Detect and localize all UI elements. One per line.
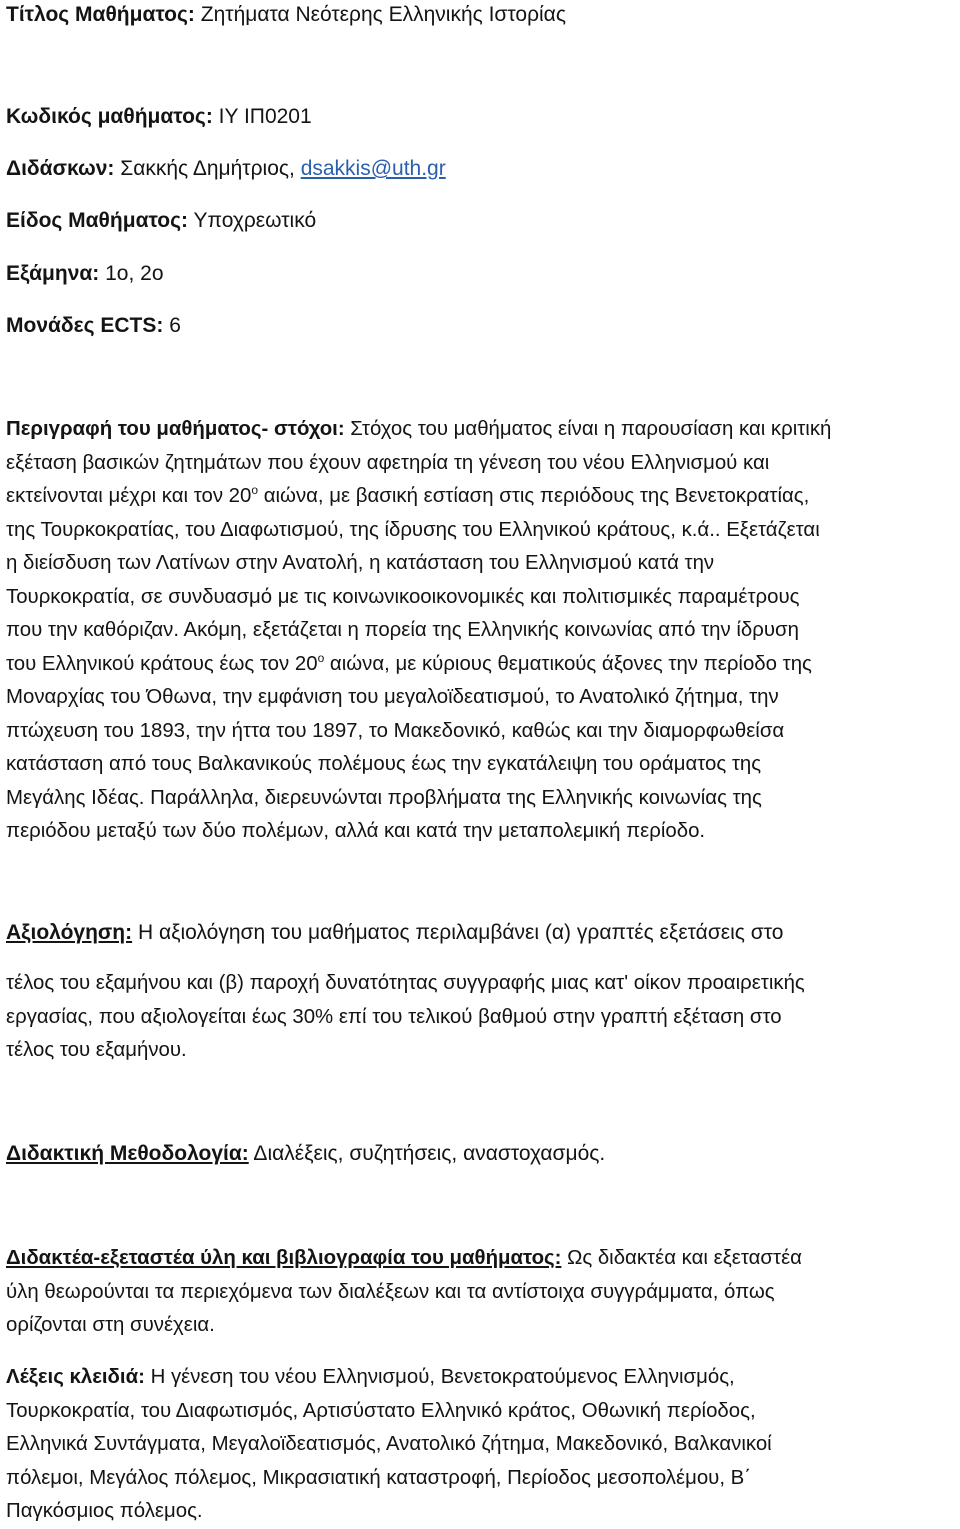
material-line: ύλη θεωρούνται τα περιεχόμενα των διαλέξεων και τα αντίστοιχα συγγράμματα, όπως (6, 1280, 775, 1303)
keywords-line: Τουρκοκρατία, του Διαφωτισμός, Αρτισύστατο Ελληνικό κράτος, Οθωνική περίοδος, (6, 1399, 756, 1422)
assessment-line: εργασίας, που αξιολογείται έως 30% επί του τελικού βαθμού στην γραπτή εξέταση στο (6, 1005, 782, 1028)
description-line: που την καθόριζαν. Ακόμη, εξετάζεται η πορεία της Ελληνικής κοινωνίας από την ίδρυση (6, 619, 799, 641)
assessment-line: τέλος του εξαμήνου. (6, 1039, 187, 1061)
description-line: κατάσταση από τους Βαλκανικούς πολέμους έως την εγκατάλειψη του οράματος της (6, 753, 762, 775)
description-line: Μοναρχίας του Όθωνα, την εμφάνιση του μεγαλοϊδεατισμού, το Ανατολικό ζήτημα, την (6, 686, 779, 708)
keywords-line: Ελληνικά Συντάγματα, Μεγαλοϊδεατισμός, Ανατολικό ζήτημα, Μακεδονικό, Βαλκανικοί (6, 1433, 772, 1455)
instructor-line (6, 152, 446, 186)
description-line: Περιγραφή του μαθήματος- στόχοι: Στόχος του μαθήματος είναι η παρουσίαση και κριτική (6, 418, 832, 440)
description-line: περιόδου μεταξύ των δύο πολέμων, αλλά και κατά την μεταπολεμική περίοδο. (6, 820, 706, 842)
description-line: Μεγάλης Ιδέας. Παράλληλα, διερευνώνται προβλήματα της Ελληνικής κοινωνίας της (6, 786, 762, 809)
methodology-value: Διαλέξεις, συζητήσεις, αναστοχασμός. (253, 1142, 606, 1165)
description-line: της Τουρκοκρατίας, του Διαφωτισμού, της ίδρυσης του Ελληνικού κράτους, κ.ά.. Εξετάζεται (6, 518, 820, 541)
course-type-label: Είδος Μαθήματος: (6, 209, 189, 232)
semesters-line (6, 257, 164, 291)
methodology-line (6, 1137, 605, 1171)
superscript: ο (317, 650, 325, 665)
keywords-line: Λέξεις κλειδιά: Η γένεση του νέου Ελληνισμού, Βενετοκρατούμενος Ελληνισμός, (6, 1366, 735, 1388)
assessment-section (6, 967, 954, 1068)
material-line: ορίζονται στη συνέχεια. (6, 1314, 215, 1336)
description-section (6, 413, 954, 849)
semesters-value: 1ο, 2ο (105, 262, 164, 285)
superscript: ο (251, 483, 259, 498)
description-line: Τουρκοκρατία, σε συνδυασμό με τις κοινωνικοοικονομικές και πολιτισμικές παραμέτρους (6, 585, 800, 608)
description-line: εξέταση βασικών ζητημάτων που έχουν αφετηρία τη γένεση του νέου Ελληνισμού και (6, 451, 770, 474)
course-type-line (6, 204, 316, 238)
assessment-label: Αξιολόγηση: (6, 921, 133, 944)
course-title-label: Τίτλος Μαθήματος: (6, 3, 195, 26)
semesters-label: Εξάμηνα: (6, 262, 100, 285)
instructor-email-link[interactable]: dsakkis@uth.gr (300, 157, 446, 180)
description-line: πτώχευση του 1893, την ήττα του 1897, το Μακεδονικό, καθώς και την διαμορφωθείσα (6, 719, 785, 742)
course-code-line (6, 100, 312, 134)
material-line: Διδακτέα-εξεταστέα ύλη και βιβλιογραφία του μαθήματος: Ως διδακτέα και εξεταστέα (6, 1247, 802, 1269)
material-label: Διδακτέα-εξεταστέα ύλη και βιβλιογραφία του μαθήματος: (6, 1247, 562, 1269)
ects-value: 6 (169, 314, 181, 337)
keywords-line: Παγκόσμιος πόλεμος. (6, 1500, 203, 1522)
description-line: εκτείνονται μέχρι και τον $20^o$ αιώνα, με βασική εστίαση στις περιόδους της Βενετοκρατίας, (6, 483, 810, 507)
description-line: του Ελληνικού κράτους έως τον $20^o$ αιώνα, με κύριους θεματικούς άξονες την περίοδο της (6, 650, 812, 675)
course-title-line (6, 0, 566, 32)
keywords-label: Λέξεις κλειδιά: (6, 1366, 145, 1388)
instructor-label: Διδάσκων: (6, 157, 115, 180)
course-title-value: Ζητήματα Νεότερης Ελληνικής Ιστορίας (200, 3, 566, 26)
ects-line (6, 309, 181, 343)
assessment-line: τέλος του εξαμήνου και (β) παροχή δυνατότητας συγγραφής μιας κατ' οίκον προαιρετικής (6, 972, 805, 994)
assessment-first-line: Αξιολόγηση: Η αξιολόγηση του μαθήματος περιλαμβάνει (α) γραπτές εξετάσεις στο (6, 921, 784, 944)
keywords-section (6, 1361, 954, 1529)
ects-label: Μονάδες ECTS: (6, 314, 164, 337)
description-label: Περιγραφή του μαθήματος- στόχοι: (6, 418, 345, 440)
keywords-line: πόλεμοι, Μεγάλος πόλεμος, Μικρασιατική καταστροφή, Περίοδος μεσοπολέμου, Β΄ (6, 1466, 752, 1489)
course-code-label: Κωδικός μαθήματος: (6, 105, 213, 128)
methodology-label: Διδακτική Μεθοδολογία: (6, 1142, 249, 1165)
course-code-value: ΙΥ ΙΠ0201 (218, 105, 312, 128)
instructor-name: Σακκής Δημήτριος, (120, 157, 295, 180)
material-section (6, 1242, 954, 1343)
description-line: η διείσδυση των Λατίνων στην Ανατολή, η κατάσταση του Ελληνισμού κατά την (6, 552, 715, 574)
course-type-value: Υποχρεωτικό (193, 209, 317, 232)
